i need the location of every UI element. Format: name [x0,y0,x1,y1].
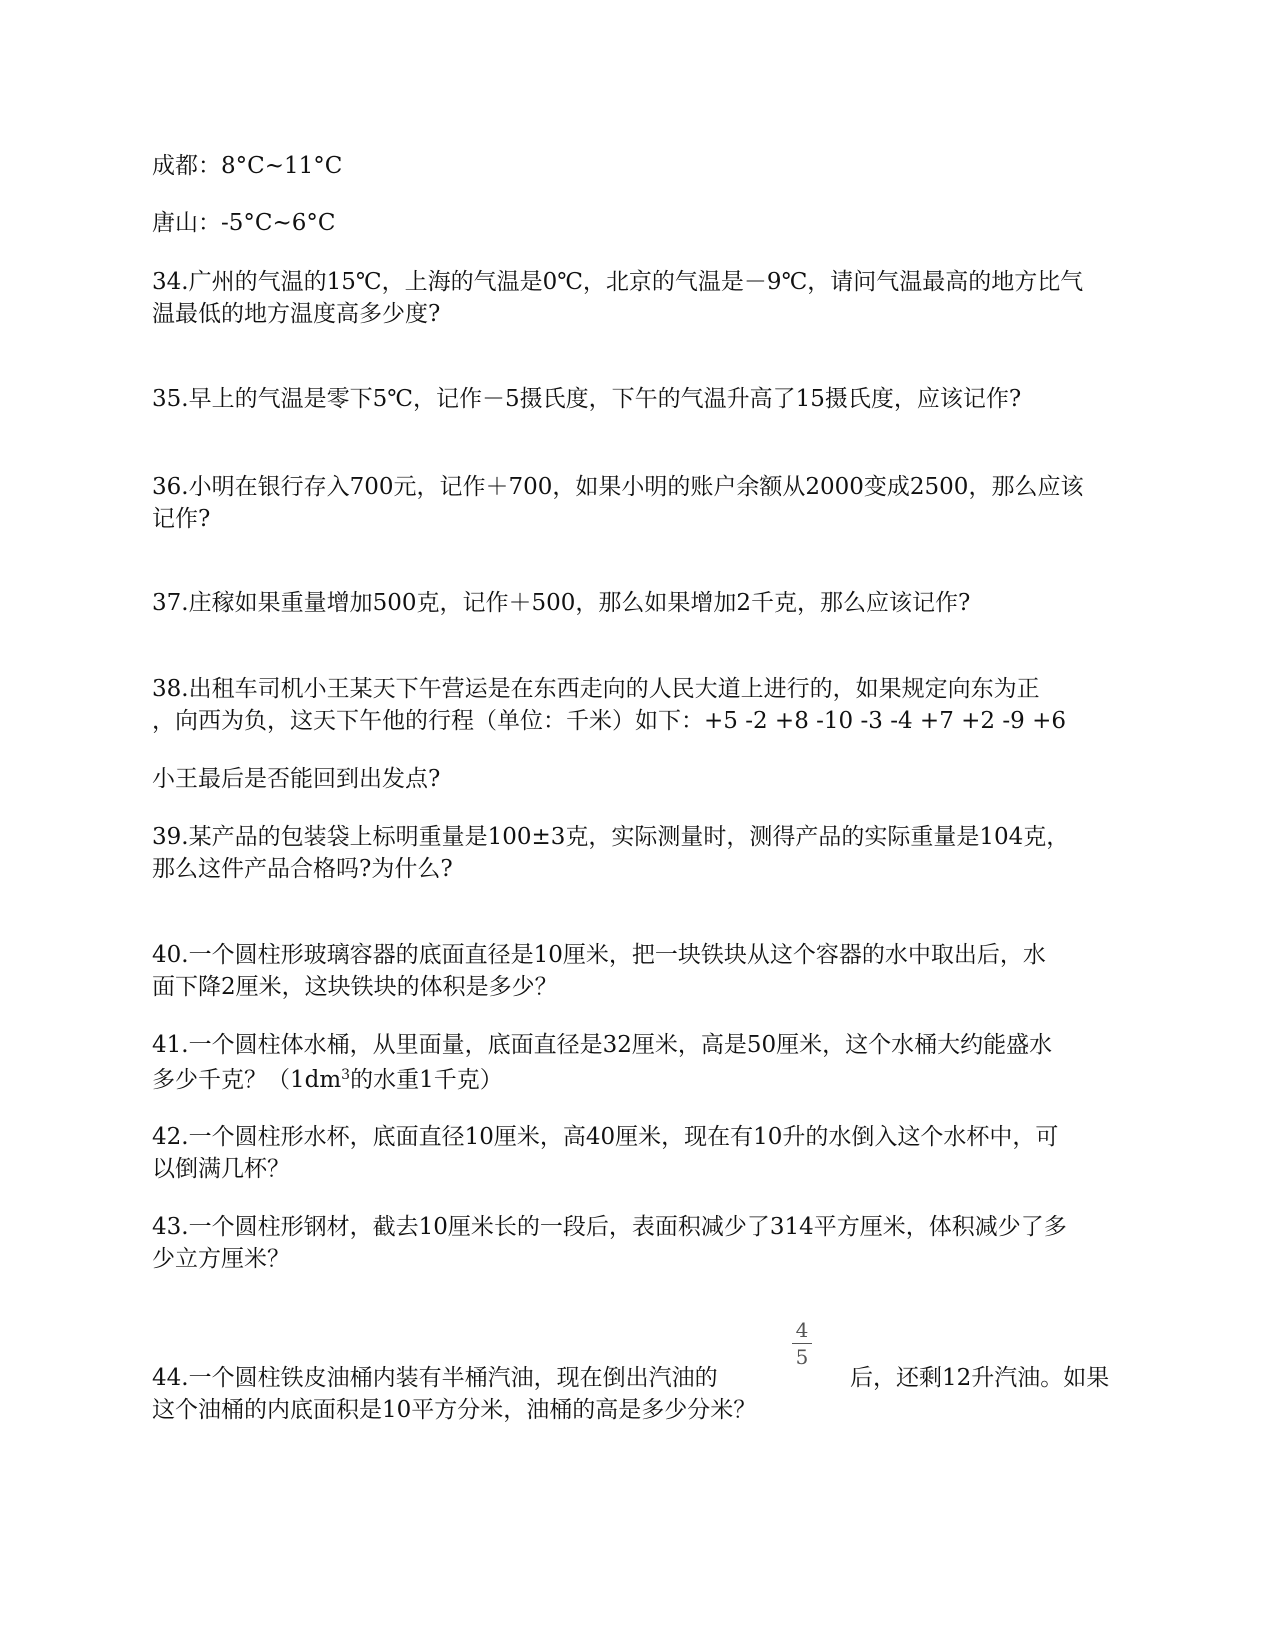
question-35-line-1: 35.早上的气温是零下5℃，记作－5摄氏度，下午的气温升高了15摄氏度，应该记作? [152,386,1022,412]
question-34-line-1: 34.广州的气温的15℃，上海的气温是0℃，北京的气温是－9℃，请问气温最高的地方比气 [152,269,1084,295]
question-41-line-2 [152,1064,503,1096]
temperature-range: 8°C~11°C [221,153,343,179]
question-41-text-a: 多少千克？（1dm [152,1067,342,1093]
question-38-line-1: 38.出租车司机小王某天下午营运是在东西走向的人民大道上进行的，如果规定向东为正 [152,676,1040,702]
question-41-line-1: 41.一个圆柱体水桶，从里面量，底面直径是32厘米，高是50厘米，这个水桶大约能盛水 [152,1032,1053,1058]
question-40-line-1: 40.一个圆柱形玻璃容器的底面直径是10厘米，把一块铁块从这个容器的水中取出后，水 [152,942,1046,968]
question-43-line-1: 43.一个圆柱形钢材，截去10厘米长的一段后，表面积减少了314平方厘米，体积减少了多 [152,1214,1067,1240]
question-36-line-1: 36.小明在银行存入700元，记作＋700，如果小明的账户余额从2000变成2500，那么应该 [152,474,1084,500]
question-39-line-2: 那么这件产品合格吗?为什么? [152,856,453,882]
question-38-line-3: 小王最后是否能回到出发点? [152,766,441,792]
question-44-line-1b: 后，还剩12升汽油。如果 [850,1365,1110,1391]
question-42-line-2: 以倒满几杯？ [152,1156,290,1182]
question-43-line-2: 少立方厘米？ [152,1246,290,1272]
fraction-denominator: 5 [795,1345,809,1369]
city-label: 成都： [152,153,221,179]
question-44-line-2: 这个油桶的内底面积是10平方分米，油桶的高是多少分米？ [152,1397,757,1423]
fraction-four-fifths [790,1318,814,1369]
temperature-range: -5°C~6°C [221,210,336,236]
city-label: 唐山： [152,210,221,236]
fraction-bar [792,1343,812,1344]
question-34-line-2: 温最低的地方温度高多少度? [152,301,441,327]
superscript-3: 3 [341,1067,351,1083]
question-42-line-1: 42.一个圆柱形水杯，底面直径10厘米，高40厘米，现在有10升的水倒入这个水杯中，可 [152,1124,1059,1150]
question-37-line-1: 37.庄稼如果重量增加500克，记作＋500，那么如果增加2千克，那么应该记作? [152,590,971,616]
question-40-line-2: 面下降2厘米，这块铁块的体积是多少？ [152,974,558,1000]
fraction-numerator: 4 [795,1318,809,1342]
question-41-text-b: 的水重1千克） [350,1067,503,1093]
question-39-line-1: 39.某产品的包装袋上标明重量是100±3克，实际测量时，测得产品的实际重量是104克， [152,824,1070,850]
question-44-line-1a: 44.一个圆柱铁皮油桶内装有半桶汽油，现在倒出汽油的 [152,1365,718,1391]
weather-chengdu [152,150,342,182]
question-36-line-2: 记作? [152,506,211,532]
question-38-line-2: ，向西为负，这天下午他的行程（单位：千米）如下：+5 -2 +8 -10 -3 -4 +7 +2 -9 +6 [152,708,1066,734]
weather-tangshan [152,207,336,239]
